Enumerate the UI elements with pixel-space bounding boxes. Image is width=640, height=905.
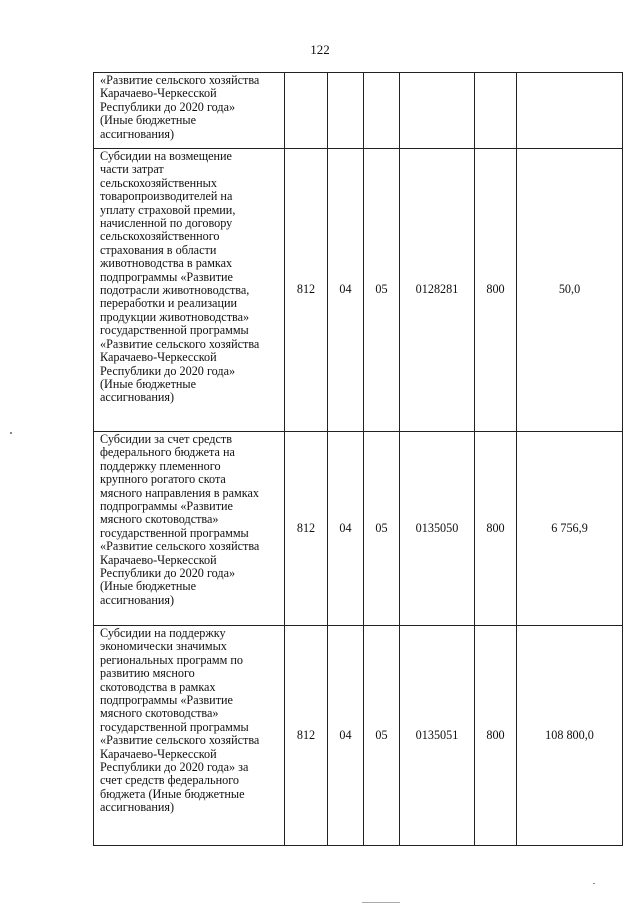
amount-cell: 6 756,9 <box>517 432 623 626</box>
ministry-code-cell: 812 <box>285 626 328 846</box>
subsection-code-cell <box>364 73 400 149</box>
expense-type-cell: 800 <box>475 432 517 626</box>
table-row <box>94 73 623 149</box>
expense-type-cell: 800 <box>475 626 517 846</box>
amount-cell: 50,0 <box>517 149 623 432</box>
row-description: Субсидии на возмещение части затрат сельскохозяйственных товаропроизводителей на уплату страховой премии, начисленной по договору сельскохозяйственного страхования в области животноводства в рамках подпрограммы «Развитие подотрасли животноводства, переработки и реализации продукции животноводства» государственной программы «Развитие сельского хозяйства Карачаево-Черкесской Республики до 2020 года» (Иные бюджетные ассигнования) <box>94 149 285 432</box>
subsection-code-cell: 05 <box>364 626 400 846</box>
scan-speck <box>593 883 595 884</box>
target-article-cell: 0135051 <box>400 626 475 846</box>
ministry-code-cell <box>285 73 328 149</box>
subsection-code-cell: 05 <box>364 432 400 626</box>
expense-type-cell <box>475 73 517 149</box>
scan-mark <box>362 902 400 903</box>
target-article-cell: 0128281 <box>400 149 475 432</box>
amount-cell <box>517 73 623 149</box>
target-article-cell <box>400 73 475 149</box>
row-description: Субсидии за счет средств федерального бюджета на поддержку племенного крупного рогатого скота мясного направления в рамках подпрограммы «Развитие мясного скотоводства» государственной программы «Развитие сельского хозяйства Карачаево-Черкесской Республики до 2020 года» (Иные бюджетные ассигнования) <box>94 432 285 626</box>
section-code-cell: 04 <box>328 149 364 432</box>
ministry-code-cell: 812 <box>285 432 328 626</box>
budget-table <box>93 72 623 846</box>
ministry-code-cell: 812 <box>285 149 328 432</box>
table-row <box>94 149 623 432</box>
subsection-code-cell: 05 <box>364 149 400 432</box>
table-row <box>94 626 623 846</box>
section-code-cell: 04 <box>328 626 364 846</box>
target-article-cell: 0135050 <box>400 432 475 626</box>
section-code-cell <box>328 73 364 149</box>
table-row <box>94 432 623 626</box>
amount-cell: 108 800,0 <box>517 626 623 846</box>
row-description: Субсидии на поддержку экономически значимых региональных программ по развитию мясного скотоводства в рамках подпрограммы «Развитие мясного скотоводства» государственной программы «Развитие сельского хозяйства Карачаево-Черкесской Республики до 2020 года» за счет средств федерального бюджета (Иные бюджетные ассигнования) <box>94 626 285 846</box>
expense-type-cell: 800 <box>475 149 517 432</box>
section-code-cell: 04 <box>328 432 364 626</box>
page-number: 122 <box>310 42 330 57</box>
scan-speck <box>10 432 12 434</box>
row-description: «Развитие сельского хозяйства Карачаево-Черкесской Республики до 2020 года» (Иные бюджетные ассигнования) <box>94 73 285 149</box>
